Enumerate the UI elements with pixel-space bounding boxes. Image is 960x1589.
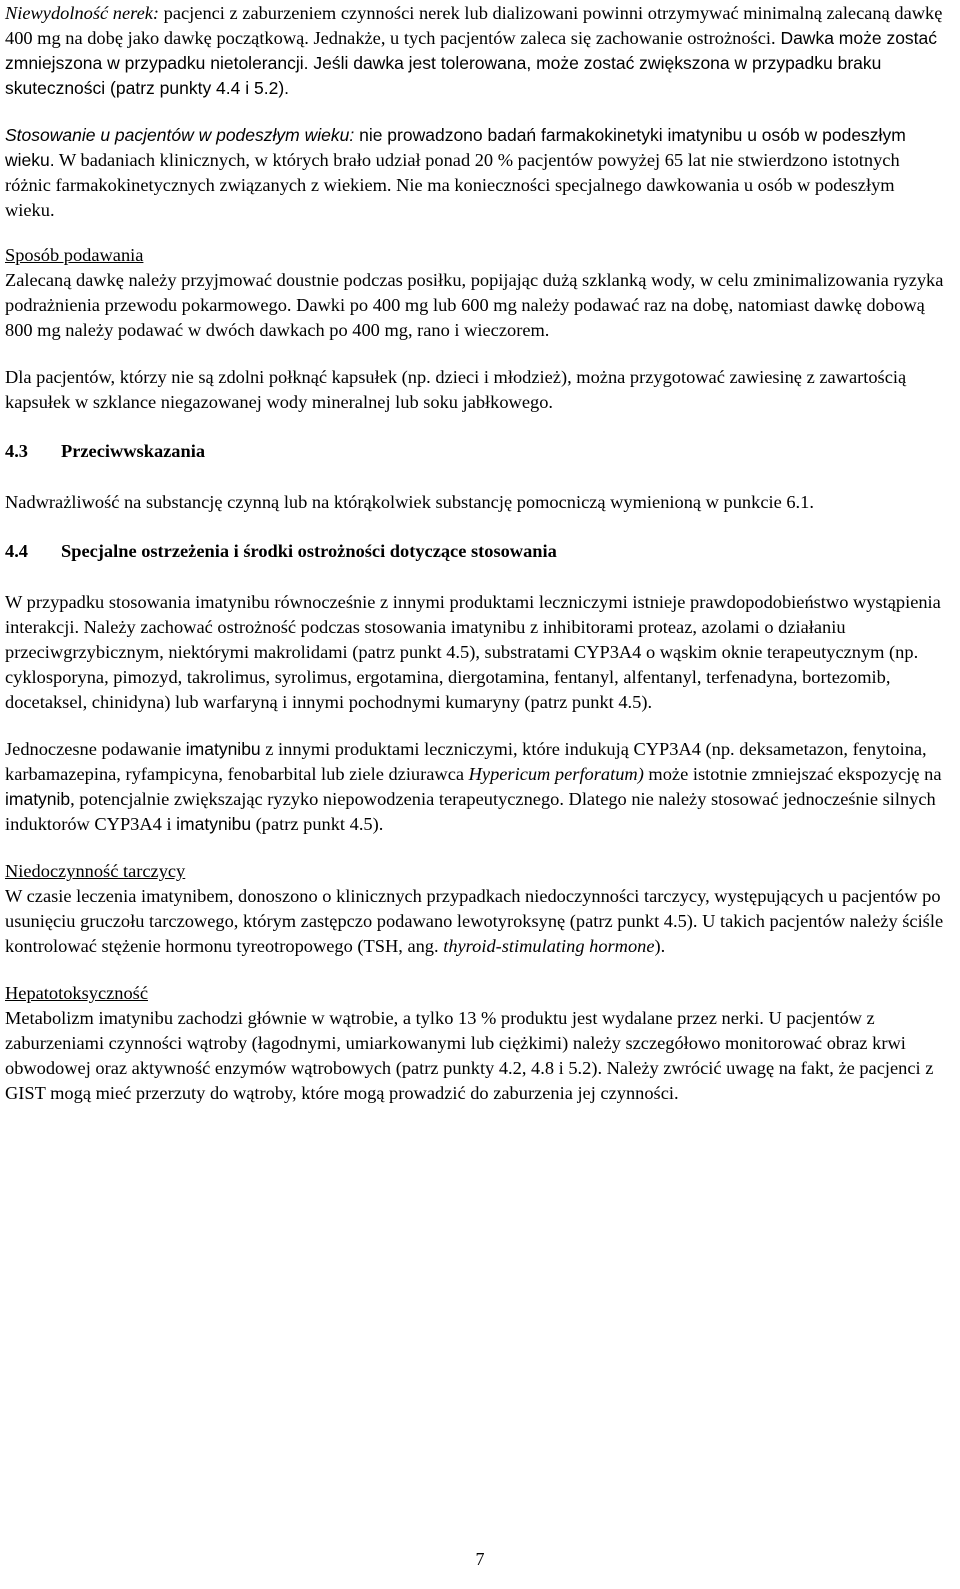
renal-text-a: pacjenci z zaburzeniem czynności nerek lub dializowani powinni otrzymywać minimalną zalecaną dawkę 400 mg na dobę jako dawkę początkową. Jednakże, u tych pacjentów zaleca się zachowanie ostrożności. — [5, 3, 943, 48]
elderly-label: Stosowanie u pacjentów w podeszłym wieku: — [5, 125, 355, 145]
inducers-paragraph — [5, 737, 945, 837]
thyroid-italic: thyroid-stimulating hormone — [443, 936, 655, 956]
inducers-t3: może istotnie zmniejszać ekspozycję na — [643, 764, 942, 784]
administration-heading — [5, 243, 945, 268]
document-page — [5, 0, 945, 1106]
administration-text-2: Dla pacjentów, którzy nie są zdolni połknąć kapsułek (np. dzieci i młodzież), można przygotować zawiesinę z zawartością kapsułek w szklance niegazowanej wody mineralnej lub soku jabłkowego. — [5, 367, 907, 412]
inducers-s3: imatynibu — [176, 814, 252, 834]
thyroid-paragraph — [5, 884, 945, 959]
contraindications-text: Nadwrażliwość na substancję czynną lub na którąkolwiek substancję pomocniczą wymienioną w punkcie 6.1. — [5, 492, 814, 512]
hepatotoxicity-heading-text: Hepatotoksyczność — [5, 983, 148, 1003]
administration-heading-text: Sposób podawania — [5, 245, 144, 265]
inducers-t1: Jednoczesne podawanie — [5, 739, 186, 759]
hepatotoxicity-heading — [5, 981, 945, 1006]
section-4-4-number: 4.4 — [5, 541, 28, 561]
section-4-3-heading — [5, 439, 945, 464]
inducers-s2: imatynib — [5, 789, 71, 809]
section-4-4-title: Specjalne ostrzeżenia i środki ostrożności dotyczące stosowania — [61, 541, 557, 561]
renal-text-b: Dawka może zostać zmniejszona w przypadku nietolerancji. Jeśli dawka jest tolerowana, może zostać zwiększona w przypadku braku skuteczności (patrz punkty 4.4 i 5.2). — [5, 28, 938, 98]
section-4-3-title: Przeciwwskazania — [61, 441, 206, 461]
interactions-text: W przypadku stosowania imatynibu równocześnie z innymi produktami leczniczymi istnieje prawdopodobieństwo wystąpienia interakcji. Należy zachować ostrożność podczas stosowania imatynibu z inhibitorami proteaz, azolami o działaniu przeciwgrzybicznym, niektórymi makrolidami (patrz punkt 4.5), substratami CYP3A4 o wąskim oknie terapeutycznym (np. cyklosporyna, pimozyd, takrolimus, syrolimus, ergotamina, diergotamina, fentanyl, alfentanyl, terfenadyna, bortezomib, docetaksel, chinidyna) lub warfaryną i innymi pochodnymi kumaryny (patrz punkt 4.5). — [5, 592, 941, 712]
administration-text: Zalecaną dawkę należy przyjmować doustnie podczas posiłku, popijając dużą szklanką wody, w celu zminimalizowania ryzyka podrażnienia przewodu pokarmowego. Dawki po 400 mg lub 600 mg należy podawać raz na dobę, natomiast dawkę dobową 800 mg należy podawać w dwóch dawkach po 400 mg, rano i wieczorem. — [5, 270, 944, 340]
inducers-i1: Hypericum perforatum) — [468, 764, 644, 784]
thyroid-heading — [5, 859, 945, 884]
inducers-t2: z innymi produktami leczniczymi, które indukują CYP3A4 (np. deksametazon, fenytoina, karbamazepina, ryfampicyna, fenobarbital lub ziele dziurawca — [5, 739, 927, 784]
thyroid-end: ). — [654, 936, 666, 956]
elderly-text-a: nie prowadzono badań farmakokinetyki imatynibu u osób w podeszłym wieku. — [5, 125, 906, 170]
thyroid-heading-text: Niedoczynność tarczycy — [5, 861, 186, 881]
inducers-t4: , potencjalnie zwiększając ryzyko niepowodzenia terapeutycznego. Dlatego nie należy stosować jednocześnie silnych induktorów CYP3A4 i — [5, 789, 936, 834]
thyroid-text: W czasie leczenia imatynibem, donoszono o klinicznych przypadkach niedoczynności tarczycy, występujących u pacjentów po usunięciu gruczołu tarczowego, którym zastępczo podawano lewotyroksynę (patrz punkt 4.5). U takich pacjentów należy ściśle kontrolować stężenie hormonu tyreotropowego (TSH, ang. — [5, 886, 944, 956]
inducers-s1: imatynibu — [185, 739, 261, 759]
renal-label: Niewydolność nerek: — [5, 3, 160, 23]
elderly-text-b: W badaniach klinicznych, w których brało udział ponad 20 % pacjentów powyżej 65 lat nie stwierdzono istotnych różnic farmakokinetycznych związanych z wiekiem. Nie ma konieczności specjalnego dawkowania u osób w podeszłym wieku. — [5, 150, 900, 220]
section-4-3-number: 4.3 — [5, 441, 28, 461]
elderly-paragraph — [5, 123, 945, 223]
hepatotoxicity-text: Metabolizm imatynibu zachodzi głównie w wątrobie, a tylko 13 % produktu jest wydalane przez nerki. U pacjentów z zaburzeniami czynności wątroby (łagodnymi, umiarkowanymi lub ciężkimi) należy szczegółowo monitorować obraz krwi obwodowej oraz aktywność enzymów wątrobowych (patrz punkty 4.2, 4.8 i 5.2). Należy zwrócić uwagę na fakt, że pacjenci z GIST mogą mieć przerzuty do wątroby, które mogą prowadzić do zaburzenia jej czynności. — [5, 1008, 934, 1103]
inducers-t5: (patrz punkt 4.5). — [251, 814, 384, 834]
section-4-4-heading — [5, 539, 945, 564]
page-number: 7 — [475, 1549, 485, 1569]
renal-paragraph — [5, 1, 945, 101]
